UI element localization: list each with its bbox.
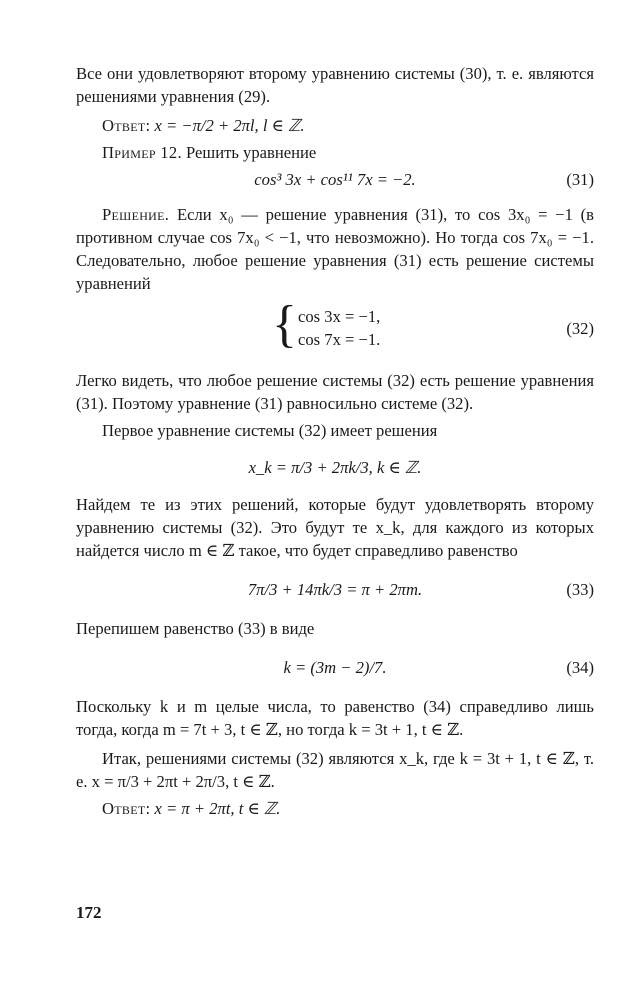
equation-32 xyxy=(76,296,594,355)
equation-33 xyxy=(76,578,594,601)
paragraph-1: Все они удовлетворяют второму уравнению системы (30), т. е. являются решениями уравнения (29). xyxy=(76,64,594,106)
paragraph-10: Итак, решениями системы (32) являются x_k, где k = 3t + 1, t ∈ ℤ, т. е. x = π/3 + 2πt + 2π/3, t ∈ ℤ. xyxy=(76,749,594,791)
system-line-1: cos 3x = −1, xyxy=(298,307,381,326)
solution-text: Если x₀ — решение уравнения (31), то cos 3x₀ = −1 (в противном случае cos 7x₀ < −1, что невозможно). Но тогда cos 7x₀ = −1. Следовательно, любое решение уравнения (31) есть решение системы уравнений xyxy=(76,205,594,293)
equation-32-number: (32) xyxy=(566,319,594,338)
example-heading xyxy=(76,141,594,164)
paragraph-8: Перепишем равенство (33) в виде xyxy=(76,619,315,638)
answer-label: Ответ: xyxy=(102,116,151,135)
example-task: Решить уравнение xyxy=(186,143,317,162)
system-lines xyxy=(298,305,380,351)
answer-1 xyxy=(76,114,594,137)
equation-33-number: (33) xyxy=(566,580,594,599)
answer-2 xyxy=(76,797,594,820)
solution-paragraph xyxy=(76,203,594,295)
equation-34 xyxy=(76,656,594,679)
example-label: Пример 12. xyxy=(102,143,182,162)
equation-xk xyxy=(76,456,594,479)
equation-34-formula: k = (3m − 2)/7. xyxy=(283,658,387,677)
equation-31-formula: cos³ 3x + cos¹¹ 7x = −2. xyxy=(254,170,416,189)
solution-label: Решение. xyxy=(102,205,170,224)
equation-34-number: (34) xyxy=(566,658,594,677)
answer-formula: x = −π/2 + 2πl, l ∈ ℤ. xyxy=(154,116,305,135)
answer-2-label: Ответ: xyxy=(102,799,151,818)
equation-33-formula: 7π/3 + 14πk/3 = π + 2πm. xyxy=(247,580,423,599)
page-number: 172 xyxy=(76,903,102,922)
paragraph-9: Поскольку k и m целые числа, то равенство (34) справедливо лишь тогда, когда m = 7t + 3, t ∈ ℤ, но тогда k = 3t + 1, t ∈ ℤ. xyxy=(76,697,594,739)
system-brace: { xyxy=(272,296,297,353)
equation-31-number: (31) xyxy=(566,170,594,189)
equation-xk-formula: x_k = π/3 + 2πk/3, k ∈ ℤ. xyxy=(248,458,422,477)
paragraph-7: Найдем те из этих решений, которые будут удовлетворять второму уравнению системы (32). Это будут те x_k, для каждого из которых найдется число m ∈ ℤ такое, что будет справедливо равенство xyxy=(76,495,594,560)
equation-31 xyxy=(76,168,594,191)
page-body xyxy=(76,62,594,820)
paragraph-5: Легко видеть, что любое решение системы (32) есть решение уравнения (31). Поэтому уравнение (31) равносильно системе (32). xyxy=(76,371,594,413)
paragraph-6: Первое уравнение системы (32) имеет решения xyxy=(102,421,438,440)
system-line-2: cos 7x = −1. xyxy=(298,330,381,349)
answer-2-formula: x = π + 2πt, t ∈ ℤ. xyxy=(154,799,281,818)
